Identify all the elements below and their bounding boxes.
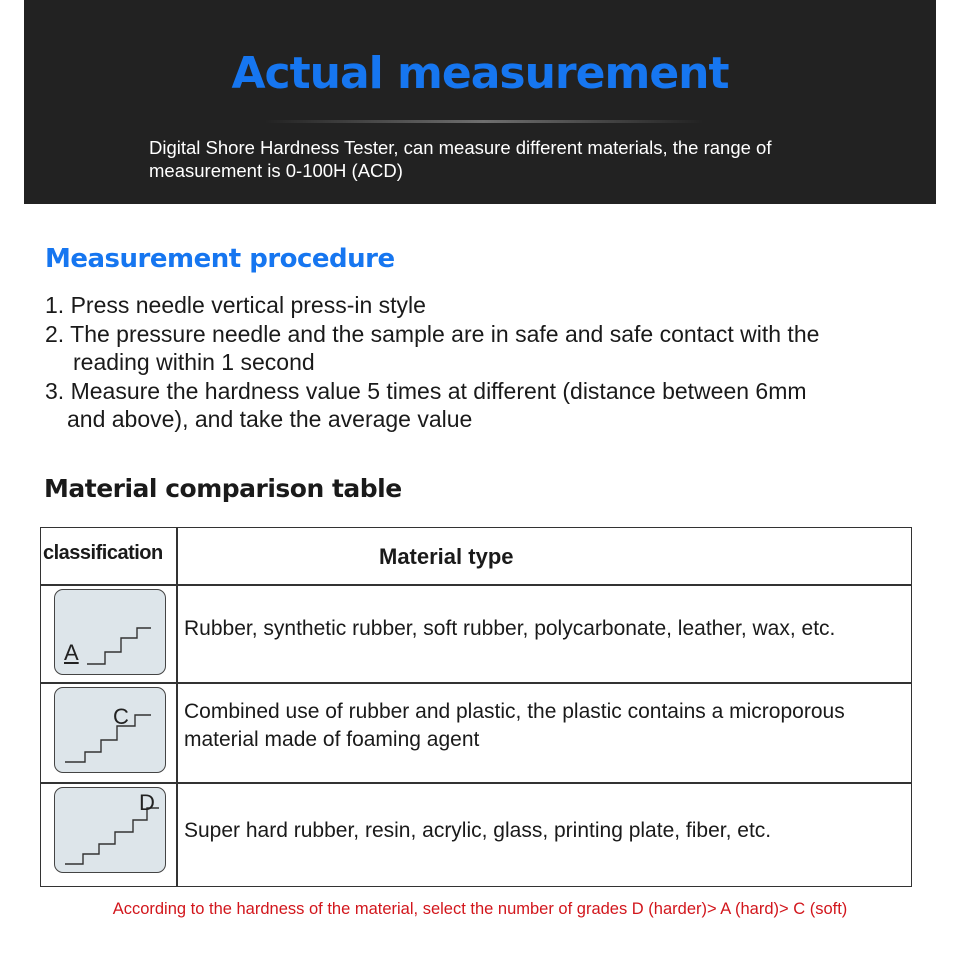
row-c-material-text: Combined use of rubber and plastic, the plastic contains a microporous material made of foaming agent (184, 700, 845, 751)
table-header-divider (41, 584, 911, 586)
header-banner (24, 0, 936, 204)
procedure-step-1: 1. Press needle vertical press-in style (45, 292, 426, 318)
header-material-type: Material type (379, 544, 514, 569)
procedure-list (45, 291, 925, 434)
procedure-step-2-cont: reading within 1 second (73, 349, 315, 375)
table-column-divider (176, 528, 178, 886)
procedure-step-3-cont: and above), and take the average value (67, 406, 473, 432)
grade-a-label: A (64, 640, 79, 665)
grade-c-label: C (113, 704, 129, 729)
procedure-title: Measurement procedure (45, 244, 395, 274)
material-table (40, 527, 912, 887)
stair-step-c-icon (54, 687, 166, 773)
procedure-step-3: 3. Measure the hardness value 5 times at different (distance between 6mm (45, 377, 807, 404)
table-row-divider (41, 682, 911, 684)
procedure-step-2: 2. The pressure needle and the sample are in safe and safe contact with the (45, 320, 820, 347)
banner-subtitle: Digital Shore Hardness Tester, can measure different materials, the range of measurement is 0-100H (ACD) (149, 137, 772, 181)
banner-divider (264, 120, 704, 123)
banner-title: Actual measurement (231, 48, 729, 99)
stair-step-d-icon (54, 787, 166, 873)
row-a-material-text: Rubber, synthetic rubber, soft rubber, polycarbonate, leather, wax, etc. (184, 617, 836, 640)
grade-footnote: According to the hardness of the material, select the number of grades D (harder)> A (hard)> C (soft) (112, 900, 848, 918)
grade-d-label: D (139, 790, 155, 815)
row-d-material-text: Super hard rubber, resin, acrylic, glass, printing plate, fiber, etc. (184, 819, 772, 842)
table-title: Material comparison table (44, 474, 402, 503)
header-classification: classification (43, 542, 163, 564)
stair-step-a-icon (54, 589, 166, 675)
table-row-divider (41, 782, 911, 784)
